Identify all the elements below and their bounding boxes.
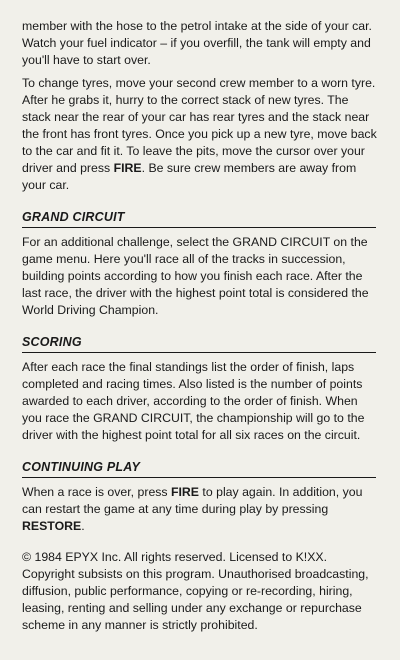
- section-divider: [22, 352, 376, 353]
- grand-circuit-paragraph: [22, 234, 378, 319]
- section-divider: [22, 227, 376, 228]
- key-name: FIRE: [113, 161, 142, 175]
- key-name: RESTORE: [22, 519, 82, 533]
- key-name: FIRE: [171, 485, 200, 499]
- copyright-notice: [22, 549, 378, 634]
- text-run: .: [81, 519, 85, 533]
- text-run: For an additional challenge, select the GRAND CIRCUIT on the game menu. Here you'll race all of the tracks in succession, building points according to how you finish each race. After the last race, the driver with the highest point total is considered the World Driving Champion.: [22, 235, 369, 317]
- continuing-play-heading: CONTINUING PLAY: [22, 460, 141, 474]
- manual-text-column: [22, 18, 378, 634]
- text-run: After each race the final standings list the order of finish, laps completed and racing times. Also listed is the number of points awarded to each driver, according to the order of finish. When you race the GRAND CIRCUIT, the championship will go to the driver with the highest point total for all six races on the circuit.: [22, 360, 365, 442]
- text-run: to play again. In addition, you can restart the game at any time during play by pressing: [22, 485, 363, 516]
- text-run: © 1984 EPYX Inc. All rights reserved. Licensed to K!XX. Copyright subsists on this program. Unauthorised broadcasting, diffusion, public performance, copying or re-recording, hiring, leasing, renting and selling under any exchange or repurchase scheme in any manner is strictly prohibited.: [22, 550, 369, 632]
- text-run: member with the hose to the petrol intake at the side of your car. Watch your fuel indicator – if you overfill, the tank will empty and you'll have to start over.: [22, 19, 372, 67]
- text-run: . Be sure crew members are away from your car.: [22, 161, 357, 192]
- continuing-play-paragraph: [22, 484, 378, 535]
- scoring-heading: SCORING: [22, 335, 82, 349]
- text-run: To change tyres, move your second crew member to a worn tyre. After he grabs it, hurry to the correct stack of new tyres. The stack near the rear of your car has rear tyres and the stack near the front has front tyres. Once you pick up a new tyre, move back to the car and fit it. To leave the pits, move the cursor over your driver and press: [22, 76, 377, 175]
- tyre-change-paragraph: [22, 75, 378, 194]
- fuel-paragraph: [22, 18, 378, 69]
- grand-circuit-heading: GRAND CIRCUIT: [22, 210, 125, 224]
- scoring-paragraph: [22, 359, 378, 444]
- text-run: When a race is over, press: [22, 485, 171, 499]
- section-divider: [22, 477, 376, 478]
